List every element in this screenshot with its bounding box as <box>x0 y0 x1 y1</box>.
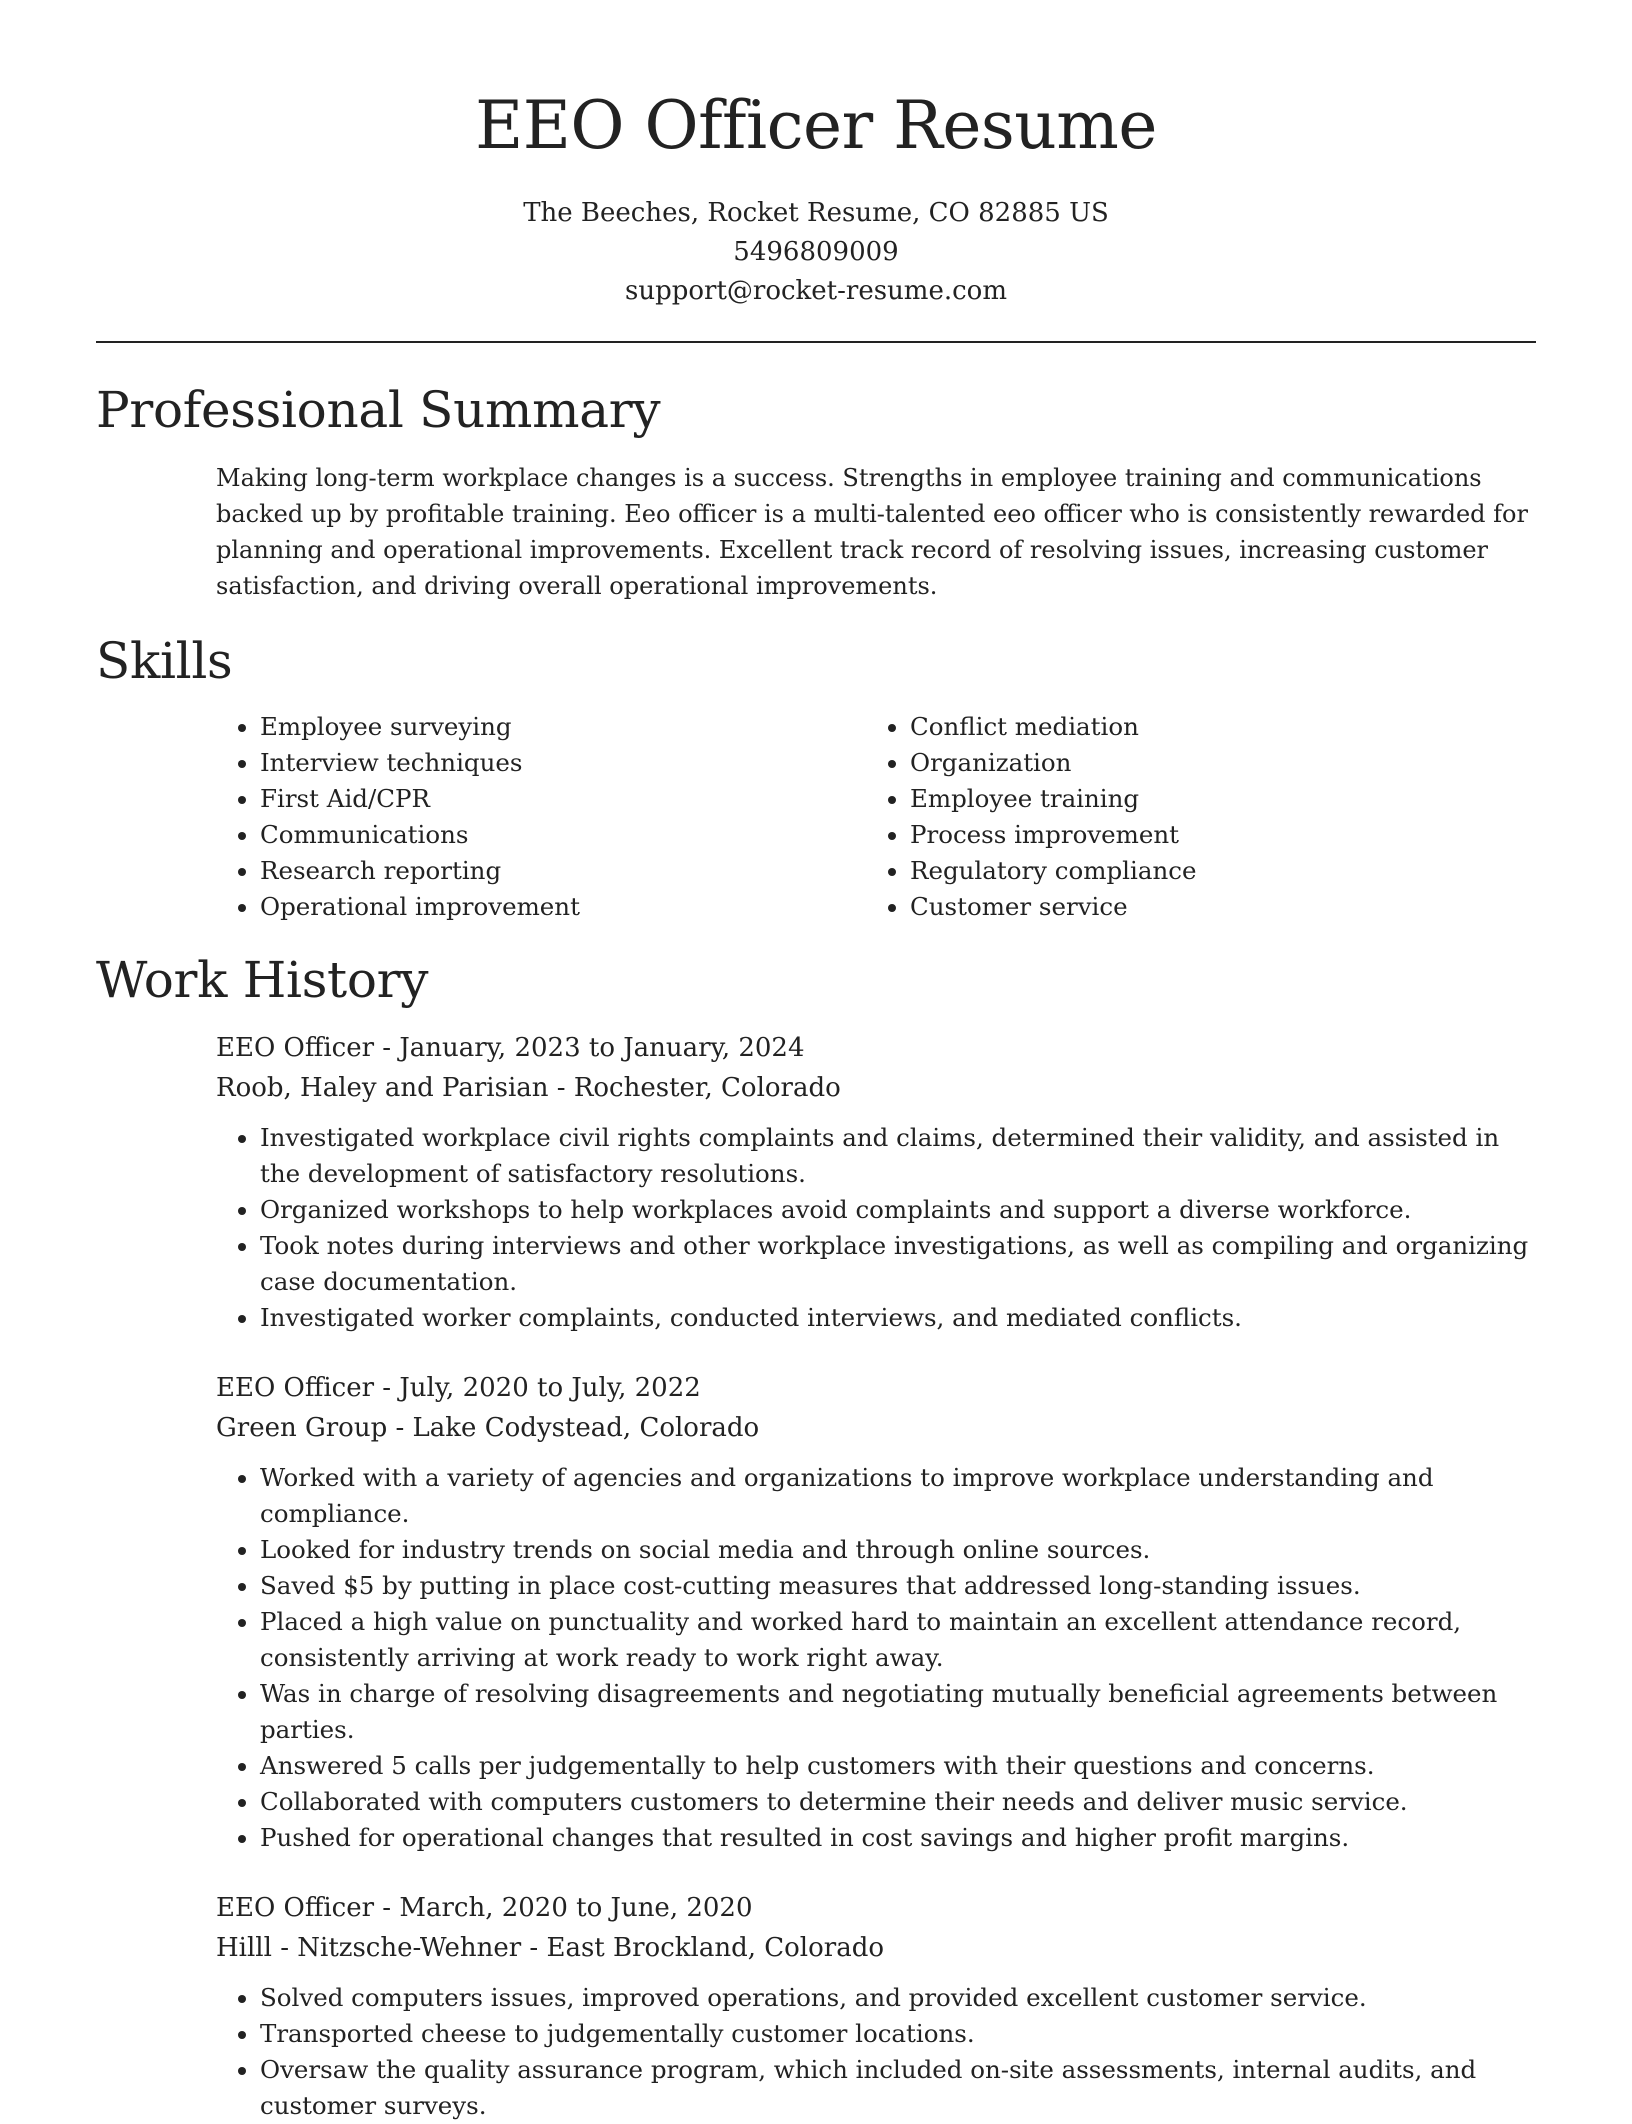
header-divider <box>96 341 1536 343</box>
job-bullet-list <box>216 1980 1536 2124</box>
job-bullet: • Pushed for operational changes that resulted in cost savings and higher profit margins. <box>260 1820 1536 1856</box>
job-title-line: EEO Officer - March, 2020 to June, 2020 <box>216 1893 753 1923</box>
job-bullet: • Looked for industry trends on social media and through online sources. <box>260 1532 1536 1568</box>
skill-item: • Employee surveying <box>260 709 866 745</box>
skill-item: • First Aid/CPR <box>260 781 866 817</box>
job-bullet: • Investigated worker complaints, conducted interviews, and mediated conflicts. <box>260 1300 1536 1336</box>
contact-address: The Beeches, Rocket Resume, CO 82885 US <box>523 198 1109 228</box>
contact-block <box>0 194 1632 311</box>
skill-item: • Conflict mediation <box>910 709 1516 745</box>
skill-item: • Customer service <box>910 889 1516 925</box>
skills-heading: Skills <box>96 632 233 690</box>
job-title-line: EEO Officer - January, 2023 to January, 2024 <box>216 1033 805 1063</box>
job-bullet: • Placed a high value on punctuality and worked hard to maintain an excellent attendance record, consistently arriving at work ready to work right away. <box>260 1604 1536 1676</box>
skill-item: • Interview techniques <box>260 745 866 781</box>
job-company-line: Hilll - Nitzsche-Wehner - East Brockland, Colorado <box>216 1933 884 1963</box>
job-bullet: • Saved $5 by putting in place cost-cutting measures that addressed long-standing issues. <box>260 1568 1536 1604</box>
skills-section <box>96 633 1536 925</box>
job-bullet: • Organized workshops to help workplaces avoid complaints and support a diverse workforce. <box>260 1192 1536 1228</box>
work-history-section <box>96 952 1536 2124</box>
contact-phone: 5496809009 <box>733 237 899 267</box>
work-history-heading: Work History <box>96 951 429 1009</box>
job-bullet: • Worked with a variety of agencies and organizations to improve workplace understanding and compliance. <box>260 1460 1536 1532</box>
job-entry <box>216 1368 1536 1856</box>
skill-item: • Process improvement <box>910 817 1516 853</box>
resume-header <box>0 0 1632 311</box>
summary-heading: Professional Summary <box>96 381 661 439</box>
resume-title: EEO Officer Resume <box>475 87 1157 164</box>
job-bullet-list <box>216 1120 1536 1336</box>
job-bullet-list <box>216 1460 1536 1856</box>
job-bullet: • Transported cheese to judgementally customer locations. <box>260 2016 1536 2052</box>
summary-section <box>96 382 1536 604</box>
summary-text: Making long-term workplace changes is a success. Strengths in employee training and communications backed up by profitable training. Eeo officer is a multi-talented eeo officer who is consistently rewarded for planning and operational improvements. Excellent track record of resolving issues, increasing customer satisfaction, and driving overall operational improvements. <box>216 464 1528 600</box>
skills-columns <box>216 709 1536 925</box>
skill-item: • Employee training <box>910 781 1516 817</box>
job-company-line: Green Group - Lake Codystead, Colorado <box>216 1413 760 1443</box>
contact-email: support@rocket-resume.com <box>624 276 1007 306</box>
job-bullet: • Took notes during interviews and other workplace investigations, as well as compiling and organizing case documentation. <box>260 1228 1536 1300</box>
skills-column-left <box>216 709 866 925</box>
job-entry <box>216 1028 1536 1336</box>
skill-item: • Operational improvement <box>260 889 866 925</box>
skill-item: • Organization <box>910 745 1516 781</box>
skill-item: • Research reporting <box>260 853 866 889</box>
skills-column-right <box>866 709 1516 925</box>
job-bullet: • Investigated workplace civil rights complaints and claims, determined their validity, and assisted in the development of satisfactory resolutions. <box>260 1120 1536 1192</box>
job-company-line: Roob, Haley and Parisian - Rochester, Colorado <box>216 1073 841 1103</box>
job-bullet: • Oversaw the quality assurance program, which included on-site assessments, internal audits, and customer surveys. <box>260 2052 1536 2124</box>
job-entry <box>216 1888 1536 2124</box>
skill-item: • Communications <box>260 817 866 853</box>
job-bullet: • Collaborated with computers customers to determine their needs and deliver music service. <box>260 1784 1536 1820</box>
job-bullet: • Solved computers issues, improved operations, and provided excellent customer service. <box>260 1980 1536 2016</box>
job-title-line: EEO Officer - July, 2020 to July, 2022 <box>216 1373 701 1403</box>
job-bullet: • Answered 5 calls per judgementally to help customers with their questions and concerns. <box>260 1748 1536 1784</box>
skill-item: • Regulatory compliance <box>910 853 1516 889</box>
job-bullet: • Was in charge of resolving disagreements and negotiating mutually beneficial agreements between parties. <box>260 1676 1536 1748</box>
